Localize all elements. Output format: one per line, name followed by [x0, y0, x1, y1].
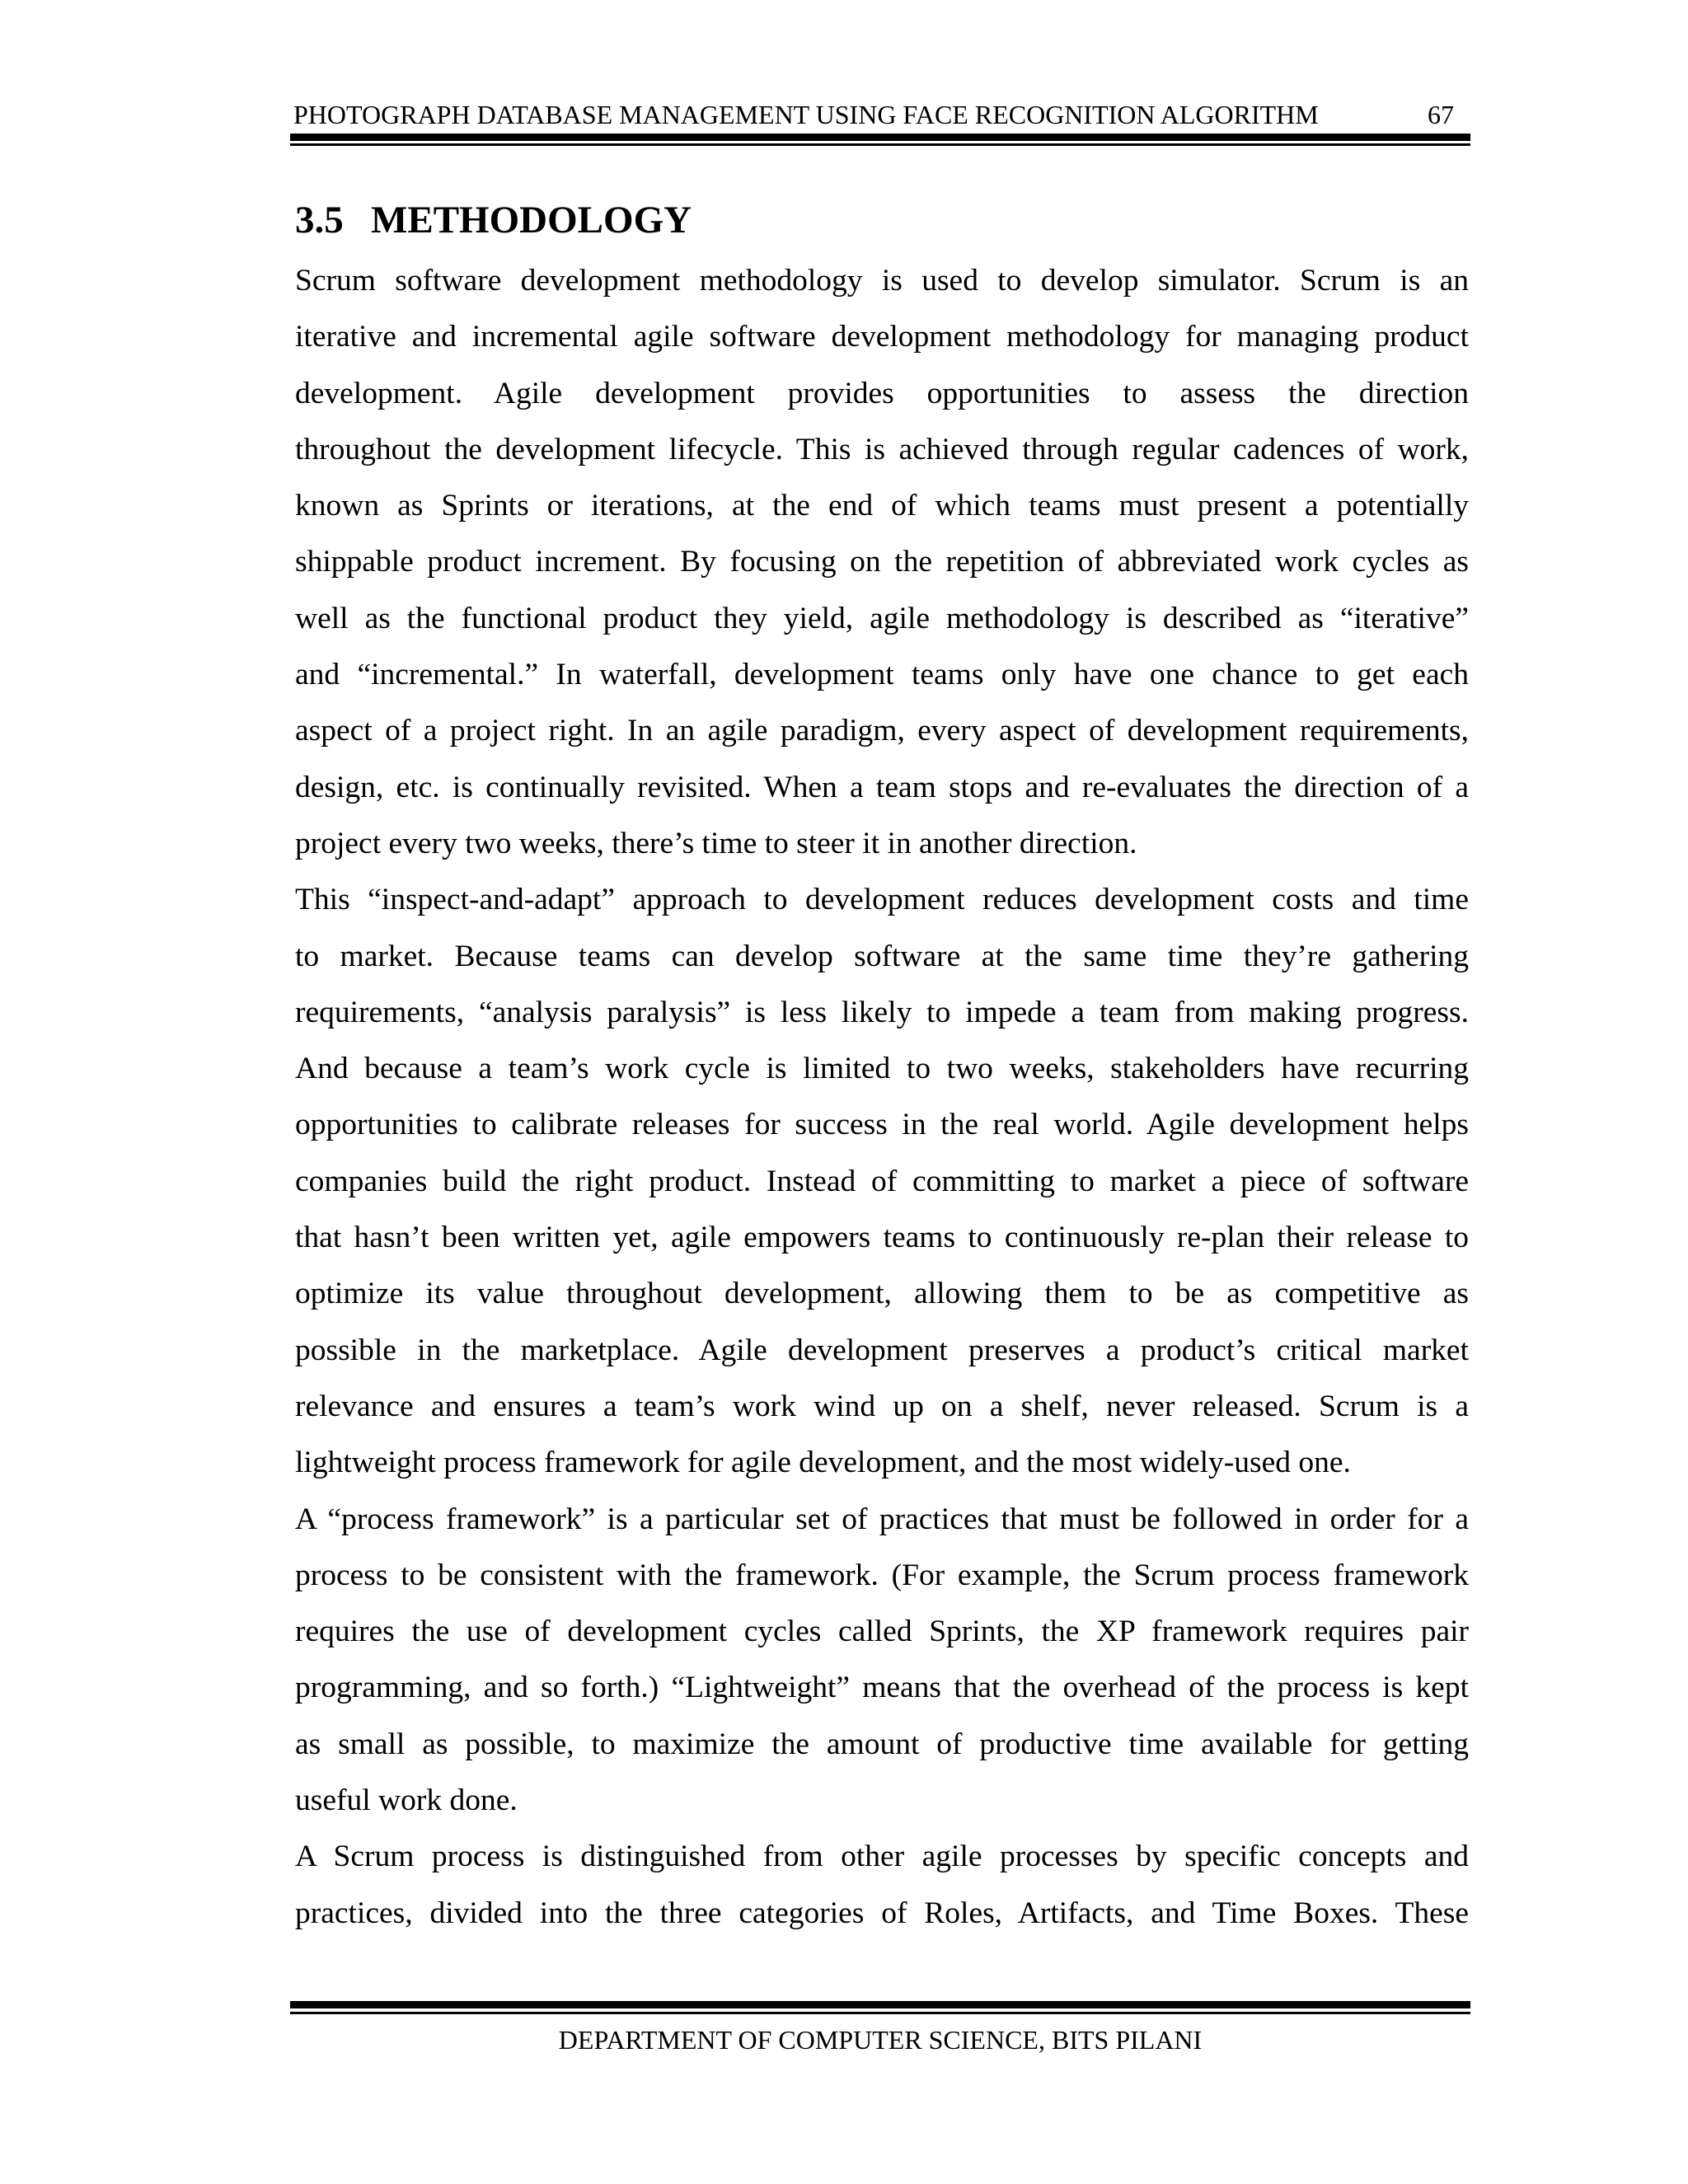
- footer-rule-thin: [290, 2012, 1470, 2014]
- body-line: shippable product increment. By focusing on the repetition of abbreviated work cycles as: [295, 545, 1469, 579]
- body-line: known as Sprints or iterations, at the end of which teams must present a potentially: [295, 489, 1469, 523]
- section-number: 3.5: [295, 199, 344, 241]
- body-line: lightweight process framework for agile development, and the most widely-used one.: [295, 1446, 1351, 1480]
- body-line: iterative and incremental agile software development methodology for managing product: [295, 320, 1469, 354]
- body-line: Scrum software development methodology is used to develop simulator. Scrum is an: [295, 264, 1469, 298]
- body-line: aspect of a project right. In an agile paradigm, every aspect of development requirements,: [295, 714, 1469, 748]
- body-line: process to be consistent with the framework. (For example, the Scrum process framework: [295, 1558, 1469, 1592]
- body-line: programming, and so forth.) “Lightweight” means that the overhead of the process is kept: [295, 1671, 1469, 1705]
- body-line: design, etc. is continually revisited. When a team stops and re-evaluates the direction of a: [295, 770, 1469, 804]
- body-line: practices, divided into the three categories of Roles, Artifacts, and Time Boxes. These: [295, 1896, 1469, 1930]
- body-line: possible in the marketplace. Agile development preserves a product’s critical market: [295, 1333, 1469, 1367]
- body-line: project every two weeks, there’s time to steer it in another direction.: [295, 826, 1137, 860]
- body-line: A Scrum process is distinguished from other agile processes by specific concepts and: [295, 1840, 1469, 1874]
- body-line: development. Agile development provides opportunities to assess the direction: [295, 376, 1469, 410]
- body-line: companies build the right product. Instead of committing to market a piece of software: [295, 1164, 1469, 1198]
- running-footer: DEPARTMENT OF COMPUTER SCIENCE, BITS PILANI: [558, 2025, 1203, 2055]
- body-line: throughout the development lifecycle. This is achieved through regular cadences of work,: [295, 432, 1469, 466]
- body-line: optimize its value throughout development, allowing them to be as competitive as: [295, 1277, 1469, 1311]
- body-line: useful work done.: [295, 1783, 518, 1818]
- body-line: And because a team’s work cycle is limited to two weeks, stakeholders have recurring: [295, 1052, 1469, 1086]
- body-text: [295, 253, 1469, 1942]
- running-header: [293, 94, 1470, 135]
- footer-rule-thick: [290, 2001, 1470, 2008]
- body-line: as small as possible, to maximize the amount of productive time available for getting: [295, 1727, 1469, 1761]
- body-line: A “process framework” is a particular set of practices that must be followed in order for a: [295, 1502, 1469, 1536]
- body-line: requires the use of development cycles called Sprints, the XP framework requires pair: [295, 1615, 1469, 1649]
- body-line: well as the functional product they yield, agile methodology is described as “iterative”: [295, 601, 1469, 635]
- body-line: to market. Because teams can develop software at the same time they’re gathering: [295, 939, 1469, 973]
- body-line: opportunities to calibrate releases for success in the real world. Agile development helps: [295, 1108, 1469, 1142]
- body-line: relevance and ensures a team’s work wind up on a shelf, never released. Scrum is a: [295, 1389, 1469, 1423]
- header-rule-thin: [290, 143, 1470, 146]
- body-line: requirements, “analysis paralysis” is less likely to impede a team from making progress.: [295, 995, 1469, 1029]
- section-heading: [295, 191, 692, 249]
- page-number: 67: [1428, 100, 1454, 129]
- body-line: This “inspect-and-adapt” approach to development reduces development costs and time: [295, 883, 1469, 917]
- header-rule-thick: [290, 134, 1470, 141]
- section-title: METHODOLOGY: [371, 199, 692, 241]
- body-line: and “incremental.” In waterfall, development teams only have one chance to get each: [295, 658, 1469, 692]
- body-line: that hasn’t been written yet, agile empowers teams to continuously re-plan their release to: [295, 1221, 1469, 1255]
- header-title: PHOTOGRAPH DATABASE MANAGEMENT USING FACE RECOGNITION ALGORITHM: [293, 100, 1319, 129]
